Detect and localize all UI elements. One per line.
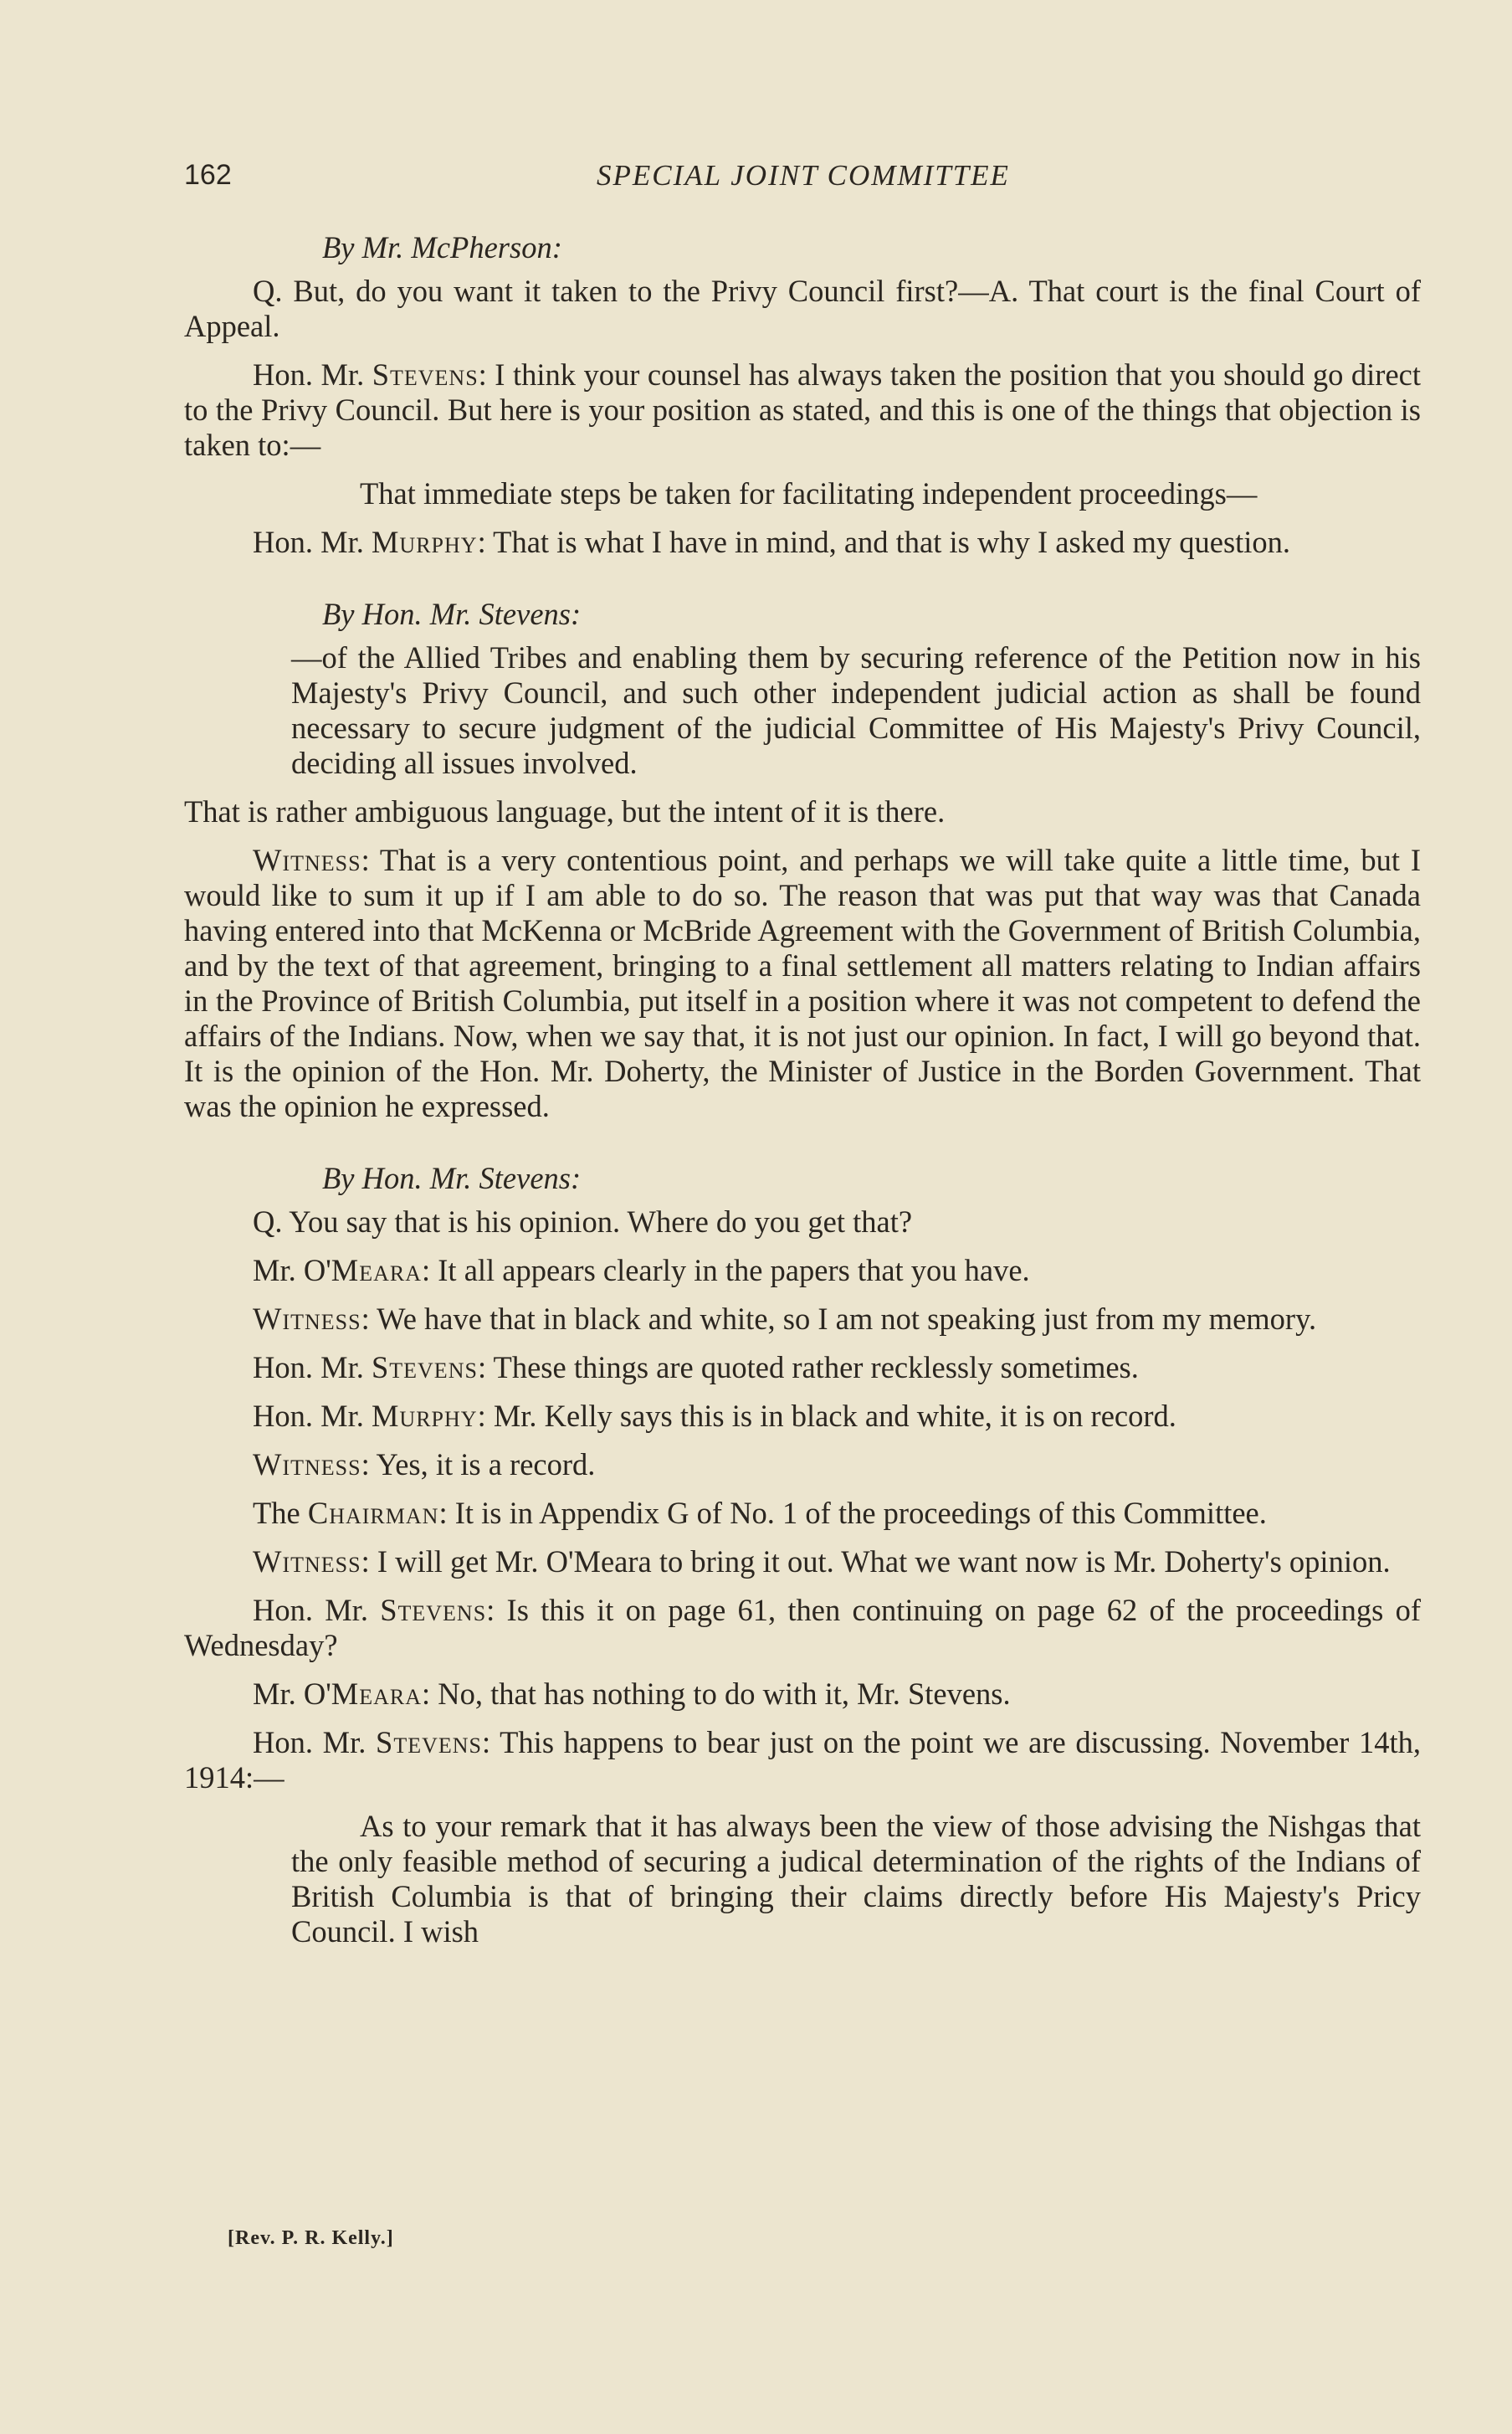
paragraph-text: By Mr. McPherson: (322, 230, 562, 264)
speaker-title: Hon. Mr. (253, 525, 372, 559)
paragraph-text: : That is what I have in mind, and that is why I asked my question. (477, 525, 1291, 559)
paragraph-text: : It all appears clearly in the papers that you have. (422, 1253, 1030, 1287)
paragraph (184, 1350, 1421, 1385)
speaker-title: Mr. O' (253, 1677, 331, 1711)
paragraph (184, 1253, 1421, 1288)
paragraph-text: That immediate steps be taken for facilitating independent proceedings— (360, 476, 1258, 511)
speaker-title: Hon. Mr. (253, 357, 372, 392)
paragraph-text: : That is a very contentious point, and perhaps we will take quite a little time, but I would like to sum it up if I am able to do so. The reason that was put that way was that Canada having entered into that McKenna or McBride Agreement with the Government of British Columbia, and by the text of that agreement, bringing to a final settlement all matters relating to Indian affairs in the Province of British Columbia, put itself in a position where it was not competent to defend the affairs of the Indians. Now, when we say that, it is not just our opinion. In fact, I will go beyond that. It is the opinion of the Hon. Mr. Doherty, the Minister of Justice in the Borden Government. That was the opinion he expressed. (184, 843, 1421, 1123)
paragraph-text: As to your remark that it has always been the view of those advising the Nishgas that the only feasible method of securing a judical determination of the rights of the Indians of British Columbia is that of bringing their claims directly before His Majesty's Pricy Council. I wish (291, 1809, 1421, 1949)
body-text (184, 230, 1421, 1963)
paragraph (184, 1677, 1421, 1712)
paragraph (184, 1496, 1421, 1531)
paragraph-text: By Hon. Mr. Stevens: (322, 597, 582, 631)
page-header (184, 159, 1422, 201)
paragraph-text: : These things are quoted rather recklessly sometimes. (477, 1350, 1139, 1384)
paragraph-text: : I will get Mr. O'Meara to bring it out. What we want now is Mr. Doherty's opinion. (361, 1544, 1391, 1579)
paragraph-text: : Mr. Kelly says this is in black and white, it is on record. (477, 1399, 1176, 1433)
speaker-title: The (253, 1496, 308, 1530)
paragraph (184, 1399, 1421, 1434)
quoted-passage (184, 1809, 1421, 1949)
paragraph (184, 1593, 1421, 1663)
examiner-heading (184, 230, 1421, 265)
paragraph-text: —of the Allied Tribes and enabling them by securing reference of the Petition now in his Majesty's Privy Council, and such other independent judicial action as shall be found necessary to secure judgment of the judicial Committee of His Majesty's Privy Council, deciding all issues involved. (291, 640, 1421, 780)
speaker-name: Stevens (380, 1593, 487, 1627)
speaker-title: Hon. Mr. (253, 1399, 372, 1433)
speaker-name: Stevens (376, 1725, 482, 1759)
speaker-name: Murphy (371, 1399, 478, 1433)
paragraph-text: : Yes, it is a record. (361, 1447, 596, 1481)
speaker-name: Meara (331, 1677, 423, 1711)
paragraph (184, 357, 1421, 463)
speaker-name: Chairman (307, 1496, 439, 1530)
footer-note: [Rev. P. R. Kelly.] (228, 2227, 394, 2249)
paragraph (184, 1447, 1421, 1482)
examiner-heading (184, 1161, 1421, 1196)
paragraph (184, 525, 1421, 560)
paragraph-text: Q. But, do you want it taken to the Privy Council first?—A. That court is the final Court of Appeal. (184, 274, 1421, 343)
quoted-passage (184, 640, 1421, 781)
paragraph-text: By Hon. Mr. Stevens: (322, 1161, 582, 1195)
quoted-passage (184, 476, 1421, 511)
paragraph-text: That is rather ambiguous language, but the intent of it is there. (184, 794, 946, 829)
paragraph (184, 274, 1421, 344)
examiner-heading (184, 597, 1421, 632)
page-number: 162 (184, 159, 232, 191)
running-title: SPECIAL JOINT COMMITTEE (597, 159, 1010, 192)
paragraph-text: : No, that has nothing to do with it, Mr. Stevens. (422, 1677, 1011, 1711)
speaker-name: Stevens (371, 1350, 478, 1384)
paragraph-text: : We have that in black and white, so I am not speaking just from my memory. (361, 1302, 1317, 1336)
paragraph (184, 1544, 1421, 1579)
paragraph (184, 1302, 1421, 1337)
speaker-name: Murphy (371, 525, 478, 559)
paragraph-text: : It is in Appendix G of No. 1 of the proceedings of this Committee. (438, 1496, 1267, 1530)
paragraph-text: : Is this it on page 61, then continuing on page 62 of the proceedings of Wednesday? (184, 1593, 1421, 1662)
paragraph (184, 843, 1421, 1124)
speaker-title: Hon. Mr. (253, 1725, 377, 1759)
paragraph (184, 1725, 1421, 1795)
speaker-title: Hon. Mr. (253, 1593, 381, 1627)
paragraph-text: : I think your counsel has always taken the position that you should go direct to the Privy Council. But here is your position as stated, and this is one of the things that objection is taken to:— (184, 357, 1421, 462)
speaker-name: Witness (253, 843, 361, 877)
speaker-name: Stevens (372, 357, 479, 392)
speaker-name: Witness (253, 1544, 361, 1579)
paragraph-text: Q. You say that is his opinion. Where do you get that? (253, 1204, 913, 1239)
paragraph (184, 794, 1421, 829)
speaker-title: Hon. Mr. (253, 1350, 372, 1384)
paragraph-text: : This happens to bear just on the point we are discussing. November 14th, 1914:— (184, 1725, 1421, 1795)
speaker-name: Witness (253, 1302, 361, 1336)
paragraph (184, 1204, 1421, 1240)
speaker-name: Meara (331, 1253, 423, 1287)
speaker-name: Witness (253, 1447, 361, 1481)
speaker-title: Mr. O' (253, 1253, 331, 1287)
